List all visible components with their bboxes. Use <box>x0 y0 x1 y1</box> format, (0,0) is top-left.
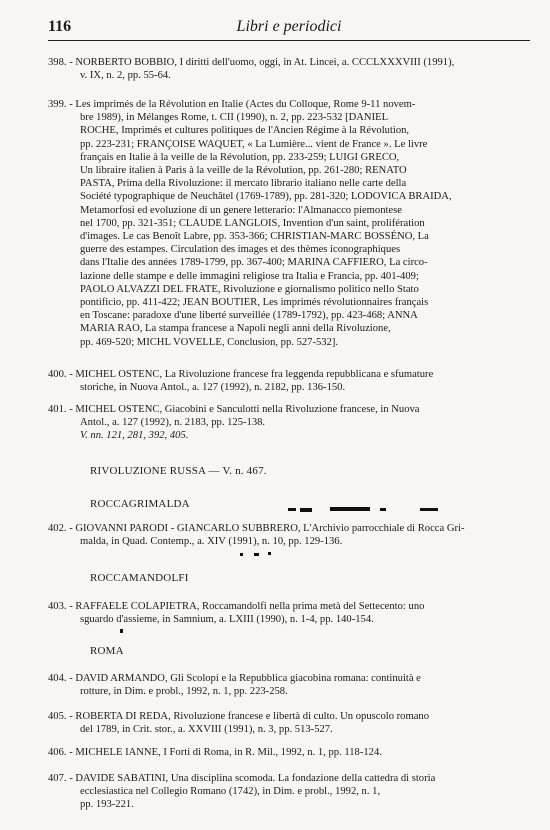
print-speck <box>120 629 123 633</box>
entry-number: 403. <box>48 601 67 612</box>
entry-406 <box>48 746 530 759</box>
section-heading: ROCCAMANDOLFI <box>90 572 189 584</box>
entry-text: PASTA, Prima della Rivoluzione: il mercato librario italiano nelle carte della <box>80 178 407 190</box>
running-title: Libri e periodici <box>236 18 342 35</box>
entry-text: d'images. Le cas Benoît Labre, pp. 353-366; CHRISTIAN-MARC BOSSÉNO, La <box>80 231 429 243</box>
entry-405 <box>48 710 530 736</box>
entry-number: 398. <box>48 57 67 68</box>
entry-text: dans l'Italie des années 1789-1799, pp. 367-400; MARINA CAFFIERO, La circo- <box>80 257 428 269</box>
entry-text: sguardo d'assieme, in Samnium, a. LXIII (1990), n. 1-4, pp. 140-154. <box>80 614 374 626</box>
entry-404 <box>48 672 530 698</box>
entry-number: 406. <box>48 747 67 758</box>
section-heading: ROMA <box>90 645 124 657</box>
entry-line <box>48 368 530 381</box>
entry-line <box>48 600 530 613</box>
print-speck <box>300 508 312 512</box>
print-speck <box>268 552 271 555</box>
entry-text: pp. 193-221. <box>80 799 134 811</box>
entry-text: nel 1700, pp. 321-351; CLAUDE LANGLOIS, Invention d'un saint, prolifération <box>80 217 425 229</box>
entry-text: Société typographique de Neuchâtel (1769-1789), pp. 281-320; LODOVICA BRAIDA, <box>80 191 452 203</box>
entry-number: 407. <box>48 773 67 784</box>
entry-number: 400. <box>48 369 67 380</box>
print-speck <box>254 553 259 556</box>
entry-line <box>48 403 530 416</box>
entry-text: - Les imprimés de la Révolution en Italie (Actes du Colloque, Rome 9-11 novem- <box>69 99 416 110</box>
print-speck <box>380 508 386 511</box>
page-number: 116 <box>48 18 72 35</box>
entry-text: v. IX, n. 2, pp. 55-64. <box>80 70 171 82</box>
entry-402 <box>48 522 530 548</box>
entry-line <box>48 522 530 535</box>
entry-line <box>48 672 530 685</box>
entry-text: rotture, in Dim. e probl., 1992, n. 1, pp. 223-258. <box>80 686 288 698</box>
entry-text: - DAVID ARMANDO, Gli Scolopi e la Repubblica giacobina romana: continuità e <box>69 673 421 684</box>
entry-text: del 1789, in Crit. stor., a. XXVIII (1991), n. 3, pp. 513-527. <box>80 724 333 736</box>
entry-text: malda, in Quad. Contemp., a. XIV (1991), n. 10, pp. 129-136. <box>80 536 343 548</box>
entry-text: - GIOVANNI PARODI - GIANCARLO SUBBRERO, L'Archivio parrocchiale di Rocca Gri- <box>69 523 465 534</box>
entry-text: lazione delle stampe e delle immagini religiose tra Italia e Francia, pp. 401-409; <box>80 270 419 282</box>
entry-text: guerre des estampes. Circulation des images et des thèmes iconographiques <box>80 244 401 256</box>
entry-line <box>48 746 530 759</box>
cross-reference: V. nn. 121, 281, 392, 405. <box>80 430 189 442</box>
entry-line <box>48 98 530 111</box>
entry-text: PAOLO ALVAZZI DEL FRATE, Rivoluzione e giornalismo politico nello Stato <box>80 283 419 295</box>
entry-text: - ROBERTA DI REDA, Rivoluzione francese e libertà di culto. Un opuscolo romano <box>69 711 430 722</box>
entry-text: MARIA RAO, La stampa francese a Napoli negli anni della Rivoluzione, <box>80 323 391 335</box>
entry-398 <box>48 56 530 82</box>
print-speck <box>420 508 438 511</box>
print-speck <box>330 507 370 511</box>
entry-text: Un libraire italien à Paris à la veille de la Révolution, pp. 261-280; RENATO <box>80 165 407 177</box>
entry-text: pp. 469-520; MICHL VOVELLE, Conclusion, pp. 527-532]. <box>80 336 339 348</box>
print-speck <box>288 508 296 511</box>
entry-number: 404. <box>48 673 67 684</box>
entry-number: 401. <box>48 404 67 415</box>
entry-text: storiche, in Nuova Antol., a. 127 (1992), n. 2182, pp. 136-150. <box>80 382 346 394</box>
entry-text: - MICHEL OSTENC, La Rivoluzione francese fra leggenda repubblicana e sfumature <box>69 369 434 380</box>
entry-407 <box>48 772 530 812</box>
entry-403 <box>48 600 530 626</box>
entry-text: pp. 223-231; FRANÇOISE WAQUET, « La Lumière... vient de France ». Le livre <box>80 138 428 150</box>
entry-number: 405. <box>48 711 67 722</box>
entry-text: bre 1989), in Mélanges Rome, t. CII (1990), n. 2, pp. 223-532 [DANIEL <box>80 112 389 124</box>
entry-399 <box>48 98 530 349</box>
entry-text: - NORBERTO BOBBIO, I diritti dell'uomo, oggi, in At. Lincei, a. CCCLXXXVIII (1991), <box>69 57 455 68</box>
entry-text: en Toscane: paradoxe d'une liberté surveillée (1789-1792), pp. 423-468; ANNA <box>80 310 418 322</box>
entry-text: pontificio, pp. 411-422; JEAN BOUTIER, Les imprimés révolutionnaires français <box>80 297 429 309</box>
entry-text: - DAVIDE SABATINI, Una disciplina scomoda. La fondazione della cattedra di storia <box>69 773 436 784</box>
entry-401 <box>48 403 530 443</box>
entry-number: 402. <box>48 523 67 534</box>
entry-line <box>48 710 530 723</box>
entry-text: français en Italie à la veille de la Révolution, pp. 233-259; LUIGI GRECO, <box>80 151 400 163</box>
entry-text: Metamorfosi ed evoluzione di un genere letterario: l'Almanacco piemontese <box>80 204 402 216</box>
entry-text: Antol., a. 127 (1992), n. 2183, pp. 125-138. <box>80 417 266 429</box>
entry-text: - MICHELE IANNE, I Forti di Roma, in R. Mil., 1992, n. 1, pp. 118-124. <box>69 747 382 758</box>
entry-400 <box>48 368 530 394</box>
running-header <box>48 18 530 41</box>
entry-text: - RAFFAELE COLAPIETRA, Roccamandolfi nella prima metà del Settecento: uno <box>69 601 425 612</box>
entry-text: - MICHEL OSTENC, Giacobini e Sanculotti nella Rivoluzione francese, in Nuova <box>69 404 420 415</box>
section-heading: ROCCAGRIMALDA <box>90 498 190 510</box>
entry-text: ecclesiastica nel Collegio Romano (1742), in Dim. e probl., 1992, n. 1, <box>80 786 381 798</box>
entry-text: ROCHE, Imprimés et cultures politiques de l'Ancien Régime à la Révolution, <box>80 125 410 137</box>
entry-line <box>48 56 530 69</box>
entry-number: 399. <box>48 99 67 110</box>
print-speck <box>240 553 243 556</box>
entry-line <box>48 772 530 785</box>
section-heading: RIVOLUZIONE RUSSA — V. n. 467. <box>90 465 267 477</box>
